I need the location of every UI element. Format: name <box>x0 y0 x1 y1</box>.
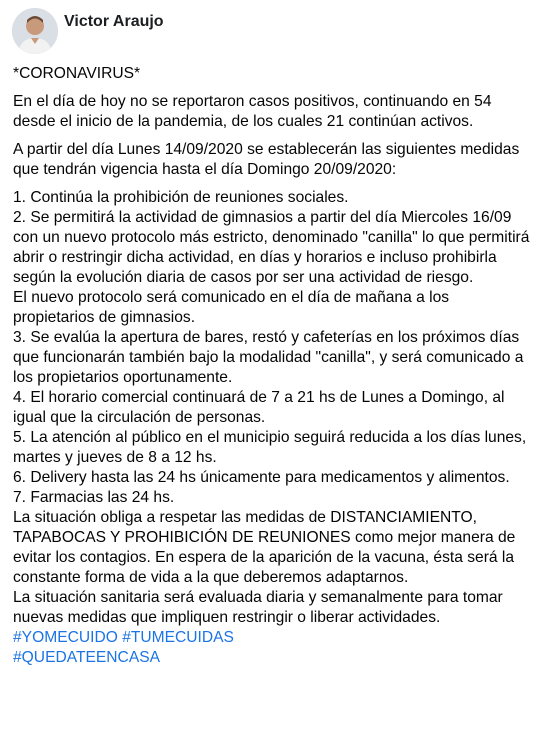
post-title: *CORONAVIRUS* <box>13 65 141 82</box>
author-name[interactable]: Victor Araujo <box>64 13 164 30</box>
closing-paragraph: La situación obliga a respetar las medidas de DISTANCIAMIENTO, TAPABOCAS Y PROHIBICIÓN DE REUNIONES como mejor manera de evitar los contagios. En espera de la aparición de la vacuna, ésta será la constante forma de vida a la que deberemos adaptarnos. <box>13 509 516 586</box>
measure-item: 6. Delivery hasta las 24 hs únicamente para medicamentos y alimentos. <box>13 469 510 486</box>
hashtag-line <box>13 648 533 668</box>
avatar[interactable] <box>12 8 58 54</box>
hashtag-link[interactable]: #QUEDATEENCASA <box>13 649 161 666</box>
hashtag-link[interactable]: #TUMECUIDAS <box>122 629 234 646</box>
measure-item: 7. Farmacias las 24 hs. <box>13 489 175 506</box>
post-body <box>13 64 533 668</box>
post-header <box>12 8 164 58</box>
post-intro: En el día de hoy no se reportaron casos positivos, continuando en 54 desde el inicio de la pandemia, de los cuales 21 continúan activos. <box>13 93 492 130</box>
closing-paragraph: La situación sanitaria será evaluada diaria y semanalmente para tomar nuevas medidas que impliquen restringir o liberar actividades. <box>13 589 503 626</box>
measure-item: 1. Continúa la prohibición de reuniones sociales. <box>13 189 349 206</box>
profile-photo-icon <box>12 8 58 54</box>
measure-item: 3. Se evalúa la apertura de bares, restó y cafeterías en los próximos días que funcionarán también bajo la modalidad "canilla", y será comunicado a los propietarios oportunamente. <box>13 329 524 386</box>
hashtag-link[interactable]: #YOMECUIDO <box>13 629 118 646</box>
measure-item: 4. El horario comercial continuará de 7 a 21 hs de Lunes a Domingo, al igual que la circulación de personas. <box>13 389 505 426</box>
measure-item: 5. La atención al público en el municipio seguirá reducida a los días lunes, martes y jueves de 8 a 12 hs. <box>13 429 527 466</box>
measure-item: 2. Se permitirá la actividad de gimnasios a partir del día Miercoles 16/09 con un nuevo protocolo más estricto, denominado "canilla" lo que permitirá abrir o restringir dicha actividad, en días y horarios e incluso prohibirla según la evolución diaria de casos por ser una actividad de riesgo. <box>13 209 530 286</box>
measure-item: El nuevo protocolo será comunicado en el día de mañana a los propietarios de gimnasios. <box>13 289 450 326</box>
measures-intro: A partir del día Lunes 14/09/2020 se establecerán las siguientes medidas que tendrán vigencia hasta el día Domingo 20/09/2020: <box>13 141 520 178</box>
hashtag-line <box>13 628 533 648</box>
